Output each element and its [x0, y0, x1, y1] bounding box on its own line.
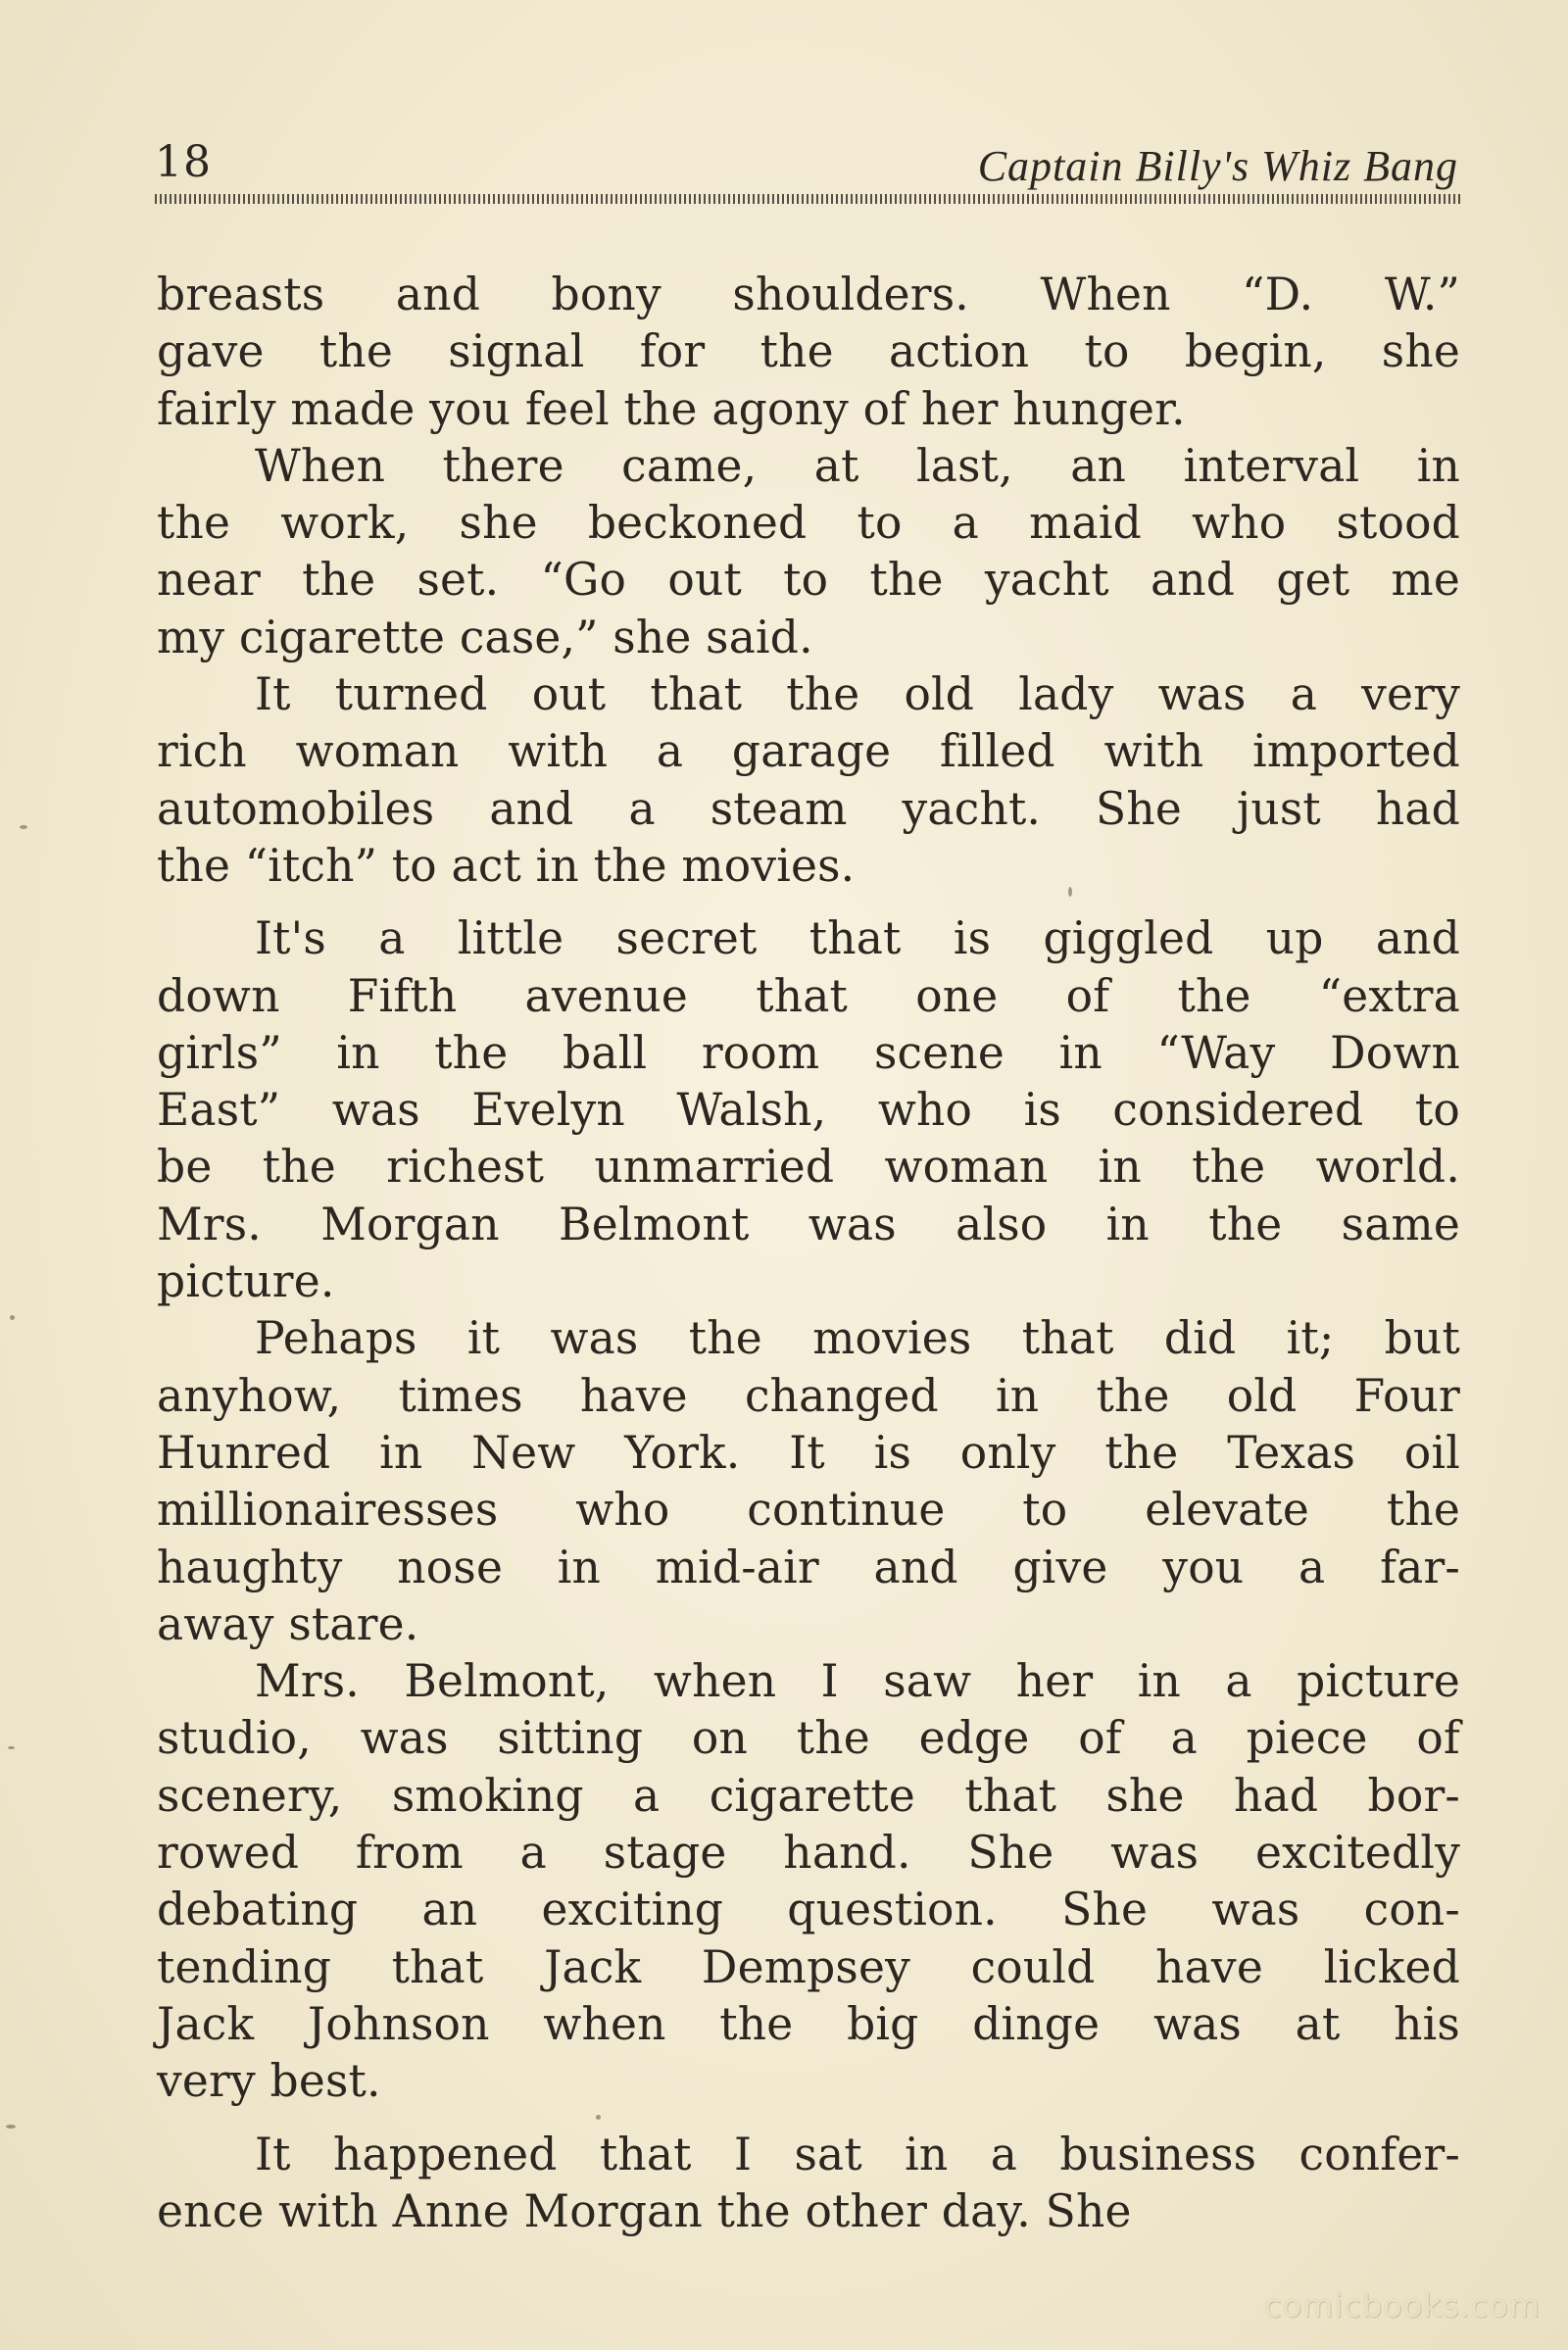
text-line: girls” in the ball room scene in “Way Down — [157, 1026, 1460, 1079]
text-line: very best. — [157, 2055, 381, 2108]
paragraph — [157, 910, 1460, 1310]
text-line: It's a little secret that is giggled up and — [255, 912, 1460, 965]
paragraph — [157, 2127, 1460, 2241]
text-line: debating an exciting question. She was con- — [157, 1884, 1460, 1936]
text-line: fairly made you feel the agony of her hunger. — [157, 382, 1186, 435]
text-line: rowed from a stage hand. She was excitedly — [157, 1827, 1460, 1880]
watermark: comicbooks.com — [1263, 2287, 1541, 2325]
paragraph — [157, 1310, 1460, 1653]
text-line: the “itch” to act in the movies. — [157, 839, 856, 892]
text-line: haughty nose in mid-air and give you a far- — [157, 1541, 1460, 1593]
print-speck — [20, 825, 27, 829]
page-number: 18 — [155, 137, 212, 187]
text-line: studio, was sitting on the edge of a piece of — [157, 1712, 1460, 1765]
text-line: Jack Johnson when the big dinge was at his — [157, 1997, 1460, 2050]
text-line: the work, she beckoned to a maid who stood — [157, 497, 1460, 550]
print-speck — [8, 1746, 15, 1749]
text-line: tending that Jack Dempsey could have licked — [157, 1940, 1460, 1993]
print-speck — [10, 1315, 15, 1320]
text-line: It turned out that the old lady was a very — [255, 668, 1460, 721]
text-line: my cigarette case,” she said. — [157, 611, 813, 663]
text-line: millionairesses who continue to elevate the — [157, 1484, 1460, 1537]
print-speck — [596, 2115, 601, 2120]
text-line: Pehaps it was the movies that did it; but — [255, 1312, 1460, 1365]
text-line: Mrs. Belmont, when I saw her in a picture — [255, 1655, 1460, 1708]
text-line: Mrs. Morgan Belmont was also in the same — [157, 1198, 1460, 1250]
running-title: Captain Billy's Whiz Bang — [977, 142, 1458, 190]
text-line: ence with Anne Morgan the other day. She — [157, 2184, 1132, 2237]
text-line: breasts and bony shoulders. When “D. W.” — [157, 269, 1460, 320]
paragraph — [157, 438, 1460, 666]
text-line: When there came, at last, an interval in — [255, 439, 1460, 492]
text-line: Hunred in New York. It is only the Texas oil — [157, 1426, 1460, 1479]
text-line: anyhow, times have changed in the old Four — [157, 1369, 1460, 1422]
paragraph — [157, 267, 1460, 438]
text-line: rich woman with a garage filled with imported — [157, 725, 1460, 778]
text-line: near the set. “Go out to the yacht and get me — [157, 554, 1460, 607]
paragraph-gap — [157, 895, 1460, 910]
header-rule — [155, 194, 1462, 204]
article-body — [157, 267, 1460, 2240]
text-line: gave the signal for the action to begin, she — [157, 325, 1460, 378]
text-line: automobiles and a steam yacht. She just had — [157, 782, 1460, 835]
text-line: down Fifth avenue that one of the “extra — [157, 969, 1460, 1022]
print-speck — [1068, 887, 1072, 897]
paragraph — [157, 1653, 1460, 2110]
paragraph — [157, 666, 1460, 895]
text-line: East” was Evelyn Walsh, who is considered to — [157, 1084, 1460, 1137]
text-line: picture. — [157, 1255, 335, 1308]
text-line: be the richest unmarried woman in the world. — [157, 1141, 1460, 1194]
text-line: scenery, smoking a cigarette that she had bor- — [157, 1769, 1460, 1822]
text-line: away stare. — [157, 1597, 419, 1650]
text-line: It happened that I sat in a business confer- — [255, 2128, 1460, 2180]
page-header — [155, 129, 1458, 188]
paragraph-gap — [157, 2111, 1460, 2127]
print-speck — [6, 2125, 16, 2129]
